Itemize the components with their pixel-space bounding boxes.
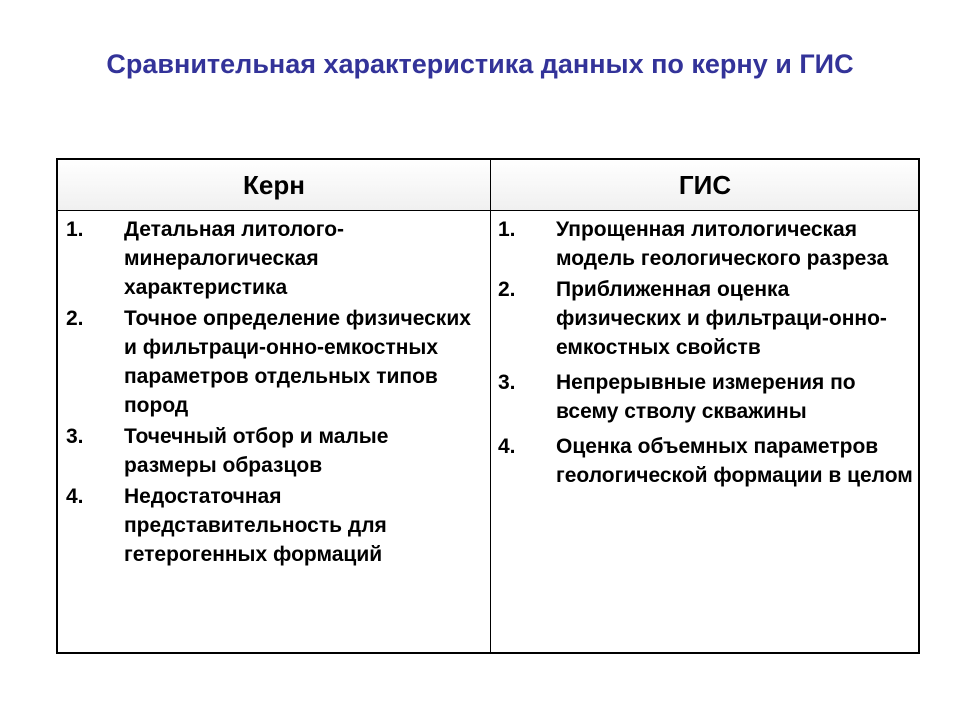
list-item <box>498 432 916 490</box>
header-logging: ГИС <box>678 170 732 200</box>
list-item <box>498 368 916 426</box>
comparison-table <box>56 158 920 654</box>
item-number: 2. <box>66 307 84 330</box>
item-text: Упрощенная литологическая модель геологического разреза <box>556 218 889 270</box>
item-number: 2. <box>498 278 516 301</box>
item-number: 4. <box>498 435 516 458</box>
core-list <box>66 215 486 571</box>
header-core: Керн <box>243 170 305 200</box>
item-text: Точечный отбор и малые размеры образцов <box>124 425 389 477</box>
item-number: 3. <box>66 425 84 448</box>
item-text: Непрерывные измерения по всему стволу скважины <box>556 371 856 423</box>
list-item <box>66 422 486 480</box>
list-item <box>498 275 916 362</box>
item-text: Точное определение физических и фильтраци-онно-емкостных параметров отдельных типов пород <box>124 307 471 417</box>
item-number: 4. <box>66 485 84 508</box>
logging-list <box>498 215 916 492</box>
item-text: Недостаточная представительность для гетерогенных формаций <box>124 485 387 566</box>
list-item <box>66 215 486 302</box>
page-title: Сравнительная характеристика данных по керну и ГИС <box>106 49 854 79</box>
list-item <box>66 304 486 420</box>
item-number: 1. <box>66 218 84 241</box>
item-text: Оценка объемных параметров геологической формации в целом <box>556 435 913 487</box>
item-number: 3. <box>498 371 516 394</box>
item-text: Приближенная оценка физических и фильтраци-онно-емкостных свойств <box>556 278 887 359</box>
item-text: Детальная литолого-минералогическая характеристика <box>124 218 345 299</box>
column-divider <box>490 160 491 652</box>
list-item <box>498 215 916 273</box>
list-item <box>66 482 486 569</box>
item-number: 1. <box>498 218 516 241</box>
